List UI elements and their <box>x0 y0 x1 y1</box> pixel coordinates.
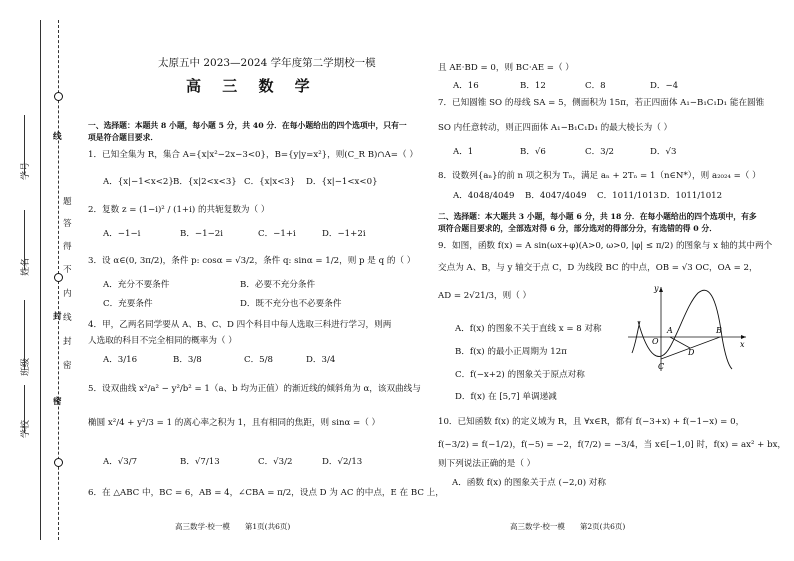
q4-option-b: B．3/8 <box>173 355 202 365</box>
q8-option-c: C．1011/1013 <box>597 191 659 201</box>
seal-char: 密 <box>63 361 72 371</box>
x-arrow <box>741 335 746 339</box>
q6-stem: 6．在 △ABC 中，BC = 6，AB = 4，∠CBA = π/2，设点 D 为 AC 的中点，E 在 BC 上， <box>88 488 444 498</box>
q9-option-b: B．f(x) 的最小正周期为 12π <box>455 347 567 357</box>
fill-line <box>24 300 25 370</box>
q8-option-b: B．4047/4049 <box>525 191 587 201</box>
q2-option-d: D．−1+2i <box>322 229 366 239</box>
q2-stem: 2．复数 z = (1−i)² / (1+i) 的共轭复数为（ ） <box>88 205 270 215</box>
label-y: y <box>654 284 659 293</box>
q8-stem: 8．设数列{aₙ}的前 n 项之积为 Tₙ，满足 aₙ + 2Tₙ = 1（n∈N*），则 a₂₀₂₄ =（ ） <box>438 171 761 181</box>
q5-option-c: C．√3/2 <box>258 457 293 467</box>
seal-char: 内 <box>63 289 72 299</box>
q5-option-d: D．√2/13 <box>322 457 363 467</box>
binding-line-outer <box>40 20 41 540</box>
fill-line <box>24 115 25 175</box>
q7-option-c: C．3/2 <box>585 147 614 157</box>
q2-option-c: C．−1+i <box>258 229 296 239</box>
q9-stem-cont: 交点为 A、B，与 y 轴交于点 C，D 为线段 BC 的中点，OB = √3 OC，OA = 2， <box>438 263 758 273</box>
q9-stem-cont2: AD = 2√21/3，则（ ） <box>438 291 532 301</box>
section1-heading: 一、选择题：本题共 8 小题，每小题 5 分，共 40 分．在每小题给出的四个选项中，只有一 <box>88 121 407 130</box>
line-mark: 密 <box>53 397 62 407</box>
q5-option-b: B．√7/13 <box>180 457 220 467</box>
fill-line <box>24 210 25 270</box>
q10-stem-cont2: 则下列说法正确的是（ ） <box>438 459 536 469</box>
class-label: 班级 <box>21 357 31 376</box>
student-id-label: 学号 <box>21 161 31 180</box>
q7-stem-cont: SO 内任意转动，则正四面体 A₁−B₁C₁D₁ 的最大棱长为（ ） <box>438 123 673 133</box>
q2-option-a: A．−1−i <box>103 229 141 239</box>
binding-hole <box>54 92 63 101</box>
q6-stem-cont: 且 AE·BD = 0，则 BC·AE =（ ） <box>438 63 574 73</box>
label-x: x <box>740 340 745 349</box>
label-a: A <box>667 326 673 335</box>
q7-option-d: D．√3 <box>650 147 677 157</box>
q7-stem: 7．已知圆锥 SO 的母线 SA = 5，侧面积为 15π，若正四面体 A₁−B₁C₁D₁ 能在圆锥 <box>438 98 765 108</box>
q10-stem-cont: f(−3/2) = f(−1/2)，f(−5) = −2，f(7/2) = −3/4，当 x∈[−1,0] 时，f(x) = ax² + bx， <box>438 440 787 450</box>
section2-heading-cont: 项符合题目要求的，全部选对得 6 分，部分选对的得部分分，有选错的得 0 分． <box>438 224 718 233</box>
q7-option-a: A．1 <box>453 147 474 157</box>
seal-char: 线 <box>63 313 72 323</box>
q9-option-a: A．f(x) 的图象不关于直线 x = 8 对称 <box>455 324 602 334</box>
binding-hole <box>54 273 63 282</box>
q1-option-a: A．{x|−1<x<2} <box>103 177 174 187</box>
q3-option-a: A．充分不要条件 <box>103 280 170 290</box>
y-arrow <box>659 287 663 292</box>
q8-option-d: D．1011/1012 <box>660 191 723 201</box>
exam-title: 太原五中 2023—2024 学年度第二学期校一模 <box>158 57 376 69</box>
q6-option-d: D．−4 <box>650 81 679 91</box>
seal-char: 答 <box>63 219 72 229</box>
q3-option-d: D．既不充分也不必要条件 <box>240 299 342 309</box>
q5-stem: 5．设双曲线 x²/a² − y²/b² = 1（a、b 均为正值）的渐近线的倾斜角为 α，该双曲线与 <box>88 384 421 394</box>
q4-stem: 4．甲，乙两名同学要从 A、B、C、D 四个科目中每人选取三科进行学习，则两 <box>88 320 392 330</box>
q4-option-c: C．5/8 <box>244 355 273 365</box>
seal-char: 得 <box>63 242 72 252</box>
exam-subject: 高 三 数 学 <box>186 77 318 95</box>
label-o: O <box>652 337 659 346</box>
function-graph <box>628 283 750 373</box>
q4-option-d: D．3/4 <box>306 355 336 365</box>
q3-stem: 3．设 α∈(0, 3π/2)，条件 p: cosα = √3/2，条件 q: sinα = 1/2，则 p 是 q 的（ ） <box>88 256 416 266</box>
q3-option-b: B．必要不充分条件 <box>240 280 316 290</box>
name-label: 姓名 <box>21 257 31 276</box>
label-b: B <box>716 326 722 335</box>
q1-option-d: D．{x|−1<x<0} <box>306 177 378 187</box>
segment-ad <box>670 337 690 348</box>
q6-option-c: C．8 <box>585 81 606 91</box>
q3-option-c: C．充要条件 <box>103 299 153 309</box>
section2-heading: 二、选择题：本大题共 3 小题，每小题 6 分，共 18 分．在每小题给出的四个选项中，有多 <box>438 212 757 221</box>
q9-option-c: C．f(−x+2) 的图象关于原点对称 <box>455 370 585 380</box>
q10-option-a: A．函数 f(x) 的图象关于点 (−2,0) 对称 <box>452 478 606 488</box>
q1-option-c: C．{x|x<3} <box>244 177 296 187</box>
seal-char: 封 <box>63 337 72 347</box>
q6-option-a: A．16 <box>453 81 479 91</box>
school-label: 学校 <box>21 419 31 438</box>
q4-option-a: A．3/16 <box>103 355 138 365</box>
line-mark: 封 <box>53 312 62 322</box>
section1-heading-cont: 项是符合题目要求． <box>88 133 159 142</box>
q9-option-d: D．f(x) 在 [5,7] 单调递减 <box>455 392 557 402</box>
line-mark: 线 <box>53 132 62 142</box>
q5-option-a: A．√3/7 <box>103 457 138 467</box>
seal-char: 题 <box>63 197 72 207</box>
q10-stem: 10．已知函数 f(x) 的定义域为 R，且 ∀x∈R，都有 f(−3+x) + f(−1−x) = 0， <box>438 417 745 427</box>
binding-hole <box>54 458 63 467</box>
q4-stem-cont: 人选取的科目不完全相同的概率为（ ） <box>88 336 237 346</box>
q1-stem: 1．已知全集为 R，集合 A={x|x²−2x−3<0}，B={y|y=x²}，则(C_R B)∩A=（ ） <box>88 150 418 160</box>
q1-option-b: B．{x|2<x<3} <box>173 177 237 187</box>
seal-char: 不 <box>63 265 72 275</box>
fill-line <box>24 385 25 433</box>
footer-right: 高三数学·校一模 第2页(共6页) <box>510 522 626 531</box>
q2-option-b: B．−1−2i <box>180 229 223 239</box>
label-c: C <box>658 362 665 371</box>
q6-option-b: B．12 <box>520 81 546 91</box>
footer-left: 高三数学·校一模 第1页(共6页) <box>175 522 291 531</box>
label-d: D <box>688 348 695 357</box>
q8-option-a: A．4048/4049 <box>453 191 515 201</box>
q7-option-b: B．√6 <box>520 147 546 157</box>
q9-stem: 9．如图，函数 f(x) = A sin(ωx+φ)(A>0, ω>0, |φ| ≤ π/2) 的图象与 x 轴的其中两个 <box>438 241 773 251</box>
q5-stem-cont: 椭圆 x²/4 + y²/3 = 1 的离心率之积为 1，且有相同的焦距，则 sinα =（ ） <box>88 418 381 428</box>
